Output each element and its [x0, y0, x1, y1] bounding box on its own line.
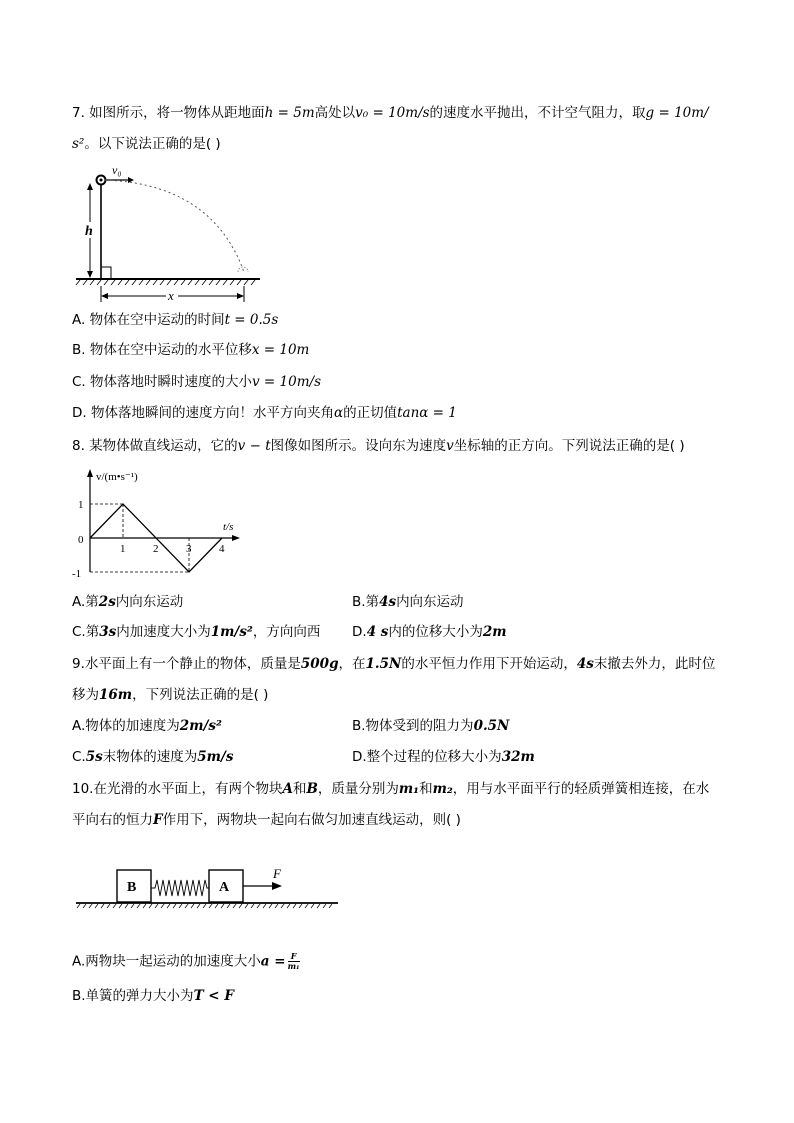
x-tick-2: 2	[153, 543, 159, 555]
q8-option-c-math2: 1m/s²	[210, 624, 253, 640]
q10-mass2-symbol: m₂	[432, 781, 453, 797]
q7-stem-line2	[72, 135, 221, 153]
force-label: F	[273, 866, 281, 881]
q8-option-d-math: 4 s	[366, 624, 389, 640]
q7-option-a-math: t = 0.5s	[224, 312, 279, 328]
q9-option-b	[352, 717, 509, 735]
distance-label: x	[168, 288, 174, 303]
q8-stem	[72, 437, 685, 455]
trajectory-curve	[105, 180, 244, 272]
q7-option-d-text2: 的正切值	[343, 405, 398, 421]
right-angle-mark	[101, 267, 111, 279]
height-label: h	[85, 224, 93, 239]
q10-option-a-math: a =	[260, 953, 286, 970]
x-tick-1: 1	[120, 543, 126, 555]
q10-spring-blocks-figure	[72, 860, 342, 916]
q10-text-and2: 和	[419, 781, 433, 797]
y-tick-neg1: -1	[72, 568, 82, 580]
q10-block-b-symbol: B	[306, 781, 318, 797]
q10-force-symbol: F	[153, 812, 163, 828]
v0-label: v₀	[112, 163, 122, 177]
q9-stem-line2	[72, 686, 268, 704]
q7-option-c	[72, 373, 321, 391]
q10-text-and: 和	[292, 781, 307, 797]
q7-option-d-alpha: α	[333, 405, 344, 421]
q7-stem-text-c: 的速度水平抛出，不计空气阻力，取	[429, 105, 646, 121]
q10-text-d: 平向右的恒力	[72, 812, 153, 828]
q10-stem-line1	[72, 780, 709, 798]
q7-gravity-expr: g = 10m/	[645, 105, 709, 121]
q8-stem-text-b: 图像如图所示。设向东为速度	[270, 438, 447, 454]
q10-option-a	[72, 952, 300, 971]
q10-option-b	[72, 987, 234, 1005]
q7-option-d	[72, 404, 457, 422]
q10-text-b: ，质量分别为	[317, 781, 399, 797]
q10-block-a-symbol: A	[282, 781, 293, 797]
q9-option-a-pre: A.物体的加速度为	[72, 718, 180, 734]
q9-option-a-math: 2m/s²	[179, 718, 222, 734]
q9-stem-line1	[72, 655, 715, 673]
q9-option-d-pre: D.整个过程的位移大小为	[352, 749, 502, 765]
q10-option-a-fraction	[288, 952, 300, 971]
q9-text-a: 9.水平面上有一个静止的物体，质量是	[72, 656, 301, 672]
q9-text-b: ，在	[338, 656, 366, 672]
q9-force: 1.5N	[365, 656, 402, 672]
q7-option-b	[72, 341, 309, 359]
q8-stem-text-c: 坐标轴的正方向。下列说法正确的是( )	[453, 438, 685, 454]
q8-option-d	[352, 623, 507, 641]
y-tick-1: 1	[78, 499, 84, 511]
q7-stem-line1	[72, 104, 709, 122]
q7-height-expr: h = 5m	[264, 105, 315, 121]
block-b-label: B	[127, 880, 137, 895]
q8-option-a-pre: A.第	[72, 594, 99, 610]
q10-option-b-math: T < F	[193, 988, 234, 1004]
q7-stem-text-a: 7. 如图所示，将一物体从距地面	[72, 105, 265, 121]
q9-text-c: 的水平恒力作用下开始运动，	[401, 656, 577, 672]
q8-vt-chart	[72, 466, 242, 580]
x-tick-3: 3	[186, 543, 192, 555]
q8-option-b-pre: B.第	[352, 594, 380, 610]
q7-projectile-figure	[72, 162, 272, 310]
q7-option-d-text: D. 物体落地瞬间的速度方向！水平方向夹角	[72, 405, 334, 421]
q8-v-symbol: v	[446, 438, 454, 454]
q10-ground-hatching	[77, 904, 332, 908]
q10-text-a: 10.在光滑的水平面上，有两个物块	[72, 781, 283, 797]
q8-option-b-post: 内向东运动	[396, 594, 464, 610]
q7-velocity-expr: v₀ = 10m/s	[355, 105, 430, 121]
q10-question-prompt: 作用下，两物块一起向右做匀加速直线运动，则( )	[162, 812, 461, 828]
x-tick-4: 4	[219, 543, 225, 555]
q10-text-c: ，用与水平面平行的轻质弹簧相连接，在水	[452, 781, 710, 797]
q8-option-c-math: 3s	[99, 624, 117, 640]
q7-gravity-unit: s²	[72, 136, 85, 152]
q9-option-c-post: 末物体的速度为	[102, 749, 198, 765]
q8-option-d-math2: 2m	[482, 624, 507, 640]
spring	[151, 880, 209, 896]
y-axis-arrow	[87, 469, 93, 477]
q8-option-a-post: 内向东运动	[115, 594, 184, 610]
q8-option-a	[72, 593, 183, 611]
q9-option-a	[72, 717, 222, 735]
q9-text-e: 移为	[72, 687, 99, 703]
q10-stem-line2	[72, 811, 461, 829]
q10-mass1-symbol: m₁	[398, 781, 420, 797]
q8-option-c-mid: 内加速度大小为	[116, 624, 211, 640]
q7-stem-text-b: 高处以	[314, 105, 356, 121]
x-tick-0: 0	[78, 534, 84, 546]
y-axis-label: v/(m•s⁻¹)	[96, 471, 138, 483]
fraction-numerator: F	[288, 952, 300, 962]
q8-vt-expr: v − t	[237, 438, 271, 454]
q9-option-d	[352, 748, 535, 766]
q8-option-c-post: ，方向向西	[252, 624, 321, 640]
q9-time: 4s	[576, 656, 594, 672]
q9-text-d: 末撤去外力，此时位	[593, 656, 716, 672]
x-axis-label: t/s	[223, 521, 234, 533]
q9-question-prompt: ，下列说法正确的是( )	[132, 687, 269, 703]
q9-option-c-pre: C.	[72, 749, 86, 765]
q8-option-a-math: 2s	[98, 594, 116, 610]
q9-option-c-math: 5s	[85, 749, 103, 765]
q9-option-d-math: 32m	[501, 749, 535, 765]
x-axis-arrow	[232, 535, 240, 541]
q7-question-prompt: 。以下说法正确的是( )	[84, 136, 221, 152]
fraction-denominator: m₁	[287, 961, 300, 971]
q9-option-c	[72, 748, 233, 766]
q7-option-b-math: x = 10m	[251, 342, 310, 358]
q7-option-b-text: B. 物体在空中运动的水平位移	[72, 342, 252, 358]
q8-stem-text-a: 8. 某物体做直线运动，它的	[72, 438, 238, 454]
q7-option-c-math: v = 10m/s	[252, 374, 321, 390]
q9-option-b-pre: B.物体受到的阻力为	[352, 718, 474, 734]
ground-hatching	[76, 280, 255, 285]
q10-option-b-text: B.单簧的弹力大小为	[72, 988, 194, 1004]
q8-option-c	[72, 623, 320, 641]
q9-option-c-math2: 5m/s	[197, 749, 234, 765]
q9-option-b-math: 0.5N	[473, 718, 510, 734]
q7-option-d-math: tanα = 1	[397, 405, 457, 421]
q8-option-c-pre: C.第	[72, 624, 100, 640]
q9-displacement: 16m	[99, 687, 133, 703]
q8-option-b	[352, 593, 464, 611]
q7-option-a-text: A. 物体在空中运动的时间	[72, 312, 225, 328]
q9-mass: 500g	[300, 656, 339, 672]
q8-option-d-pre: D.	[352, 624, 367, 640]
q10-option-a-text: A.两物块一起运动的加速度大小	[72, 953, 261, 970]
q8-option-d-mid: 内的位移大小为	[388, 624, 483, 640]
block-a-label: A	[219, 880, 230, 895]
q8-option-b-math: 4s	[379, 594, 397, 610]
q7-option-c-text: C. 物体落地时瞬时速度的大小	[72, 374, 253, 390]
q7-option-a	[72, 311, 278, 329]
